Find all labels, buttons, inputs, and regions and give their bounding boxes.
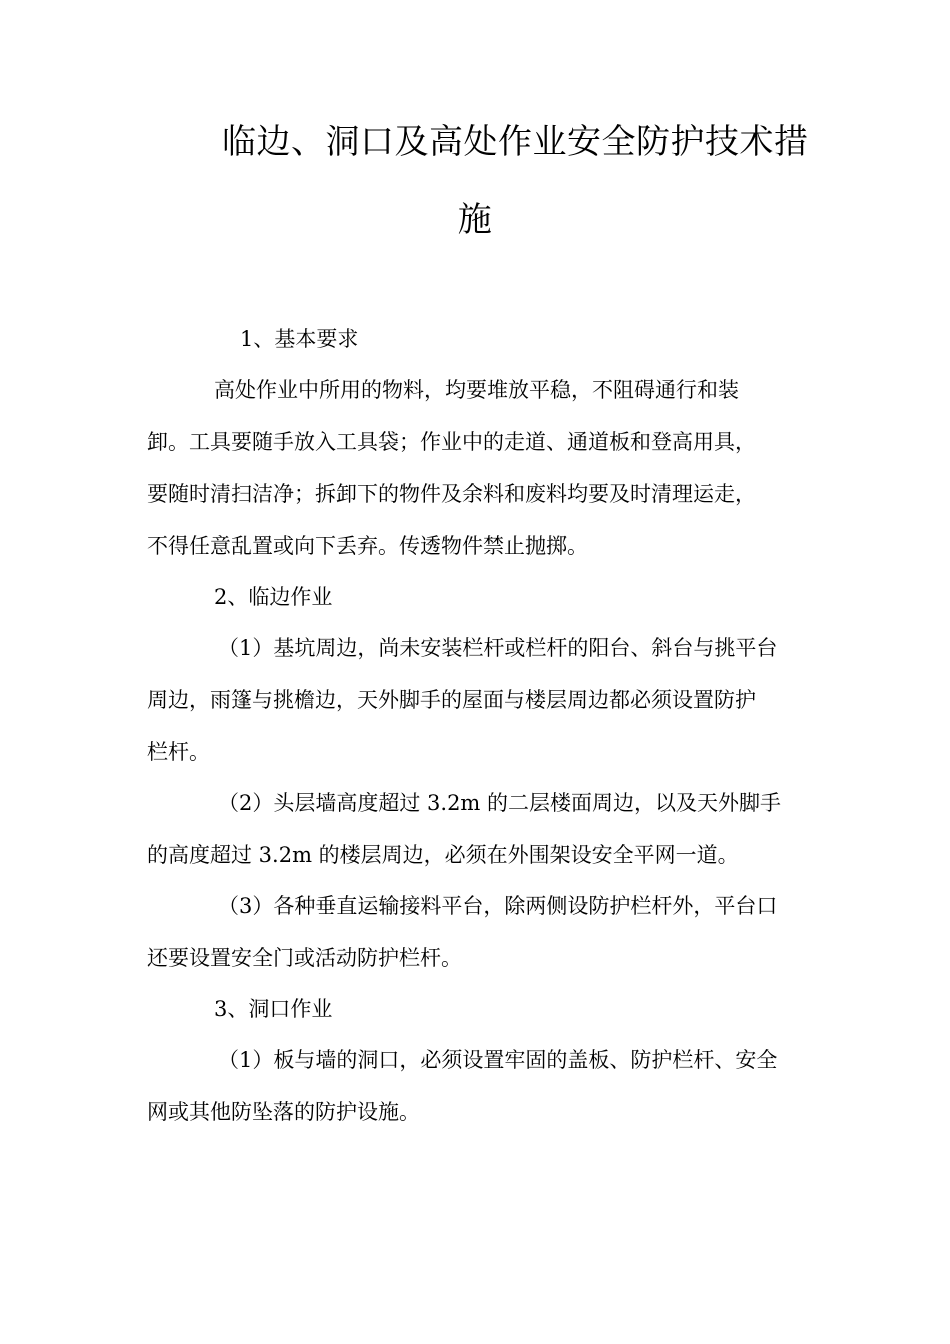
section-2-item-1-line-1: （1）基坑周边，尚未安装栏杆或栏杆的阳台、斜台与挑平台 <box>218 636 778 660</box>
section-2-heading: 2、临边作业 <box>214 585 333 609</box>
document-title-line-1: 临边、洞口及高处作业安全防护技术措 <box>222 122 809 162</box>
section-3-item-1-line-1: （1）板与墙的洞口，必须设置牢固的盖板、防护栏杆、安全 <box>218 1048 778 1072</box>
section-1-line-3: 要随时清扫洁净；拆卸下的物件及余料和废料均要及时清理运走， <box>147 482 756 506</box>
section-2-item-2-line-1: （2）头层墙高度超过 3.2m 的二层楼面周边，以及天外脚手 <box>218 791 782 815</box>
section-1-heading: 1、基本要求 <box>240 327 359 351</box>
section-1-line-2: 卸。工具要随手放入工具袋；作业中的走道、通道板和登高用具， <box>147 430 756 454</box>
section-2-item-1-line-2: 周边，雨篷与挑檐边，天外脚手的屋面与楼层周边都必须设置防护 <box>147 688 756 712</box>
document-title-line-2: 施 <box>457 200 493 240</box>
section-1-line-1: 高处作业中所用的物料，均要堆放平稳，不阻碍通行和装 <box>214 378 739 402</box>
section-2-item-1-line-3: 栏杆。 <box>147 740 210 764</box>
section-2-item-3-line-2: 还要设置安全门或活动防护栏杆。 <box>147 946 462 970</box>
section-1-line-4: 不得任意乱置或向下丢弃。传透物件禁止抛掷。 <box>147 534 588 558</box>
section-3-heading: 3、洞口作业 <box>214 997 333 1021</box>
section-2-item-3-line-1: （3）各种垂直运输接料平台，除两侧设防护栏杆外，平台口 <box>218 894 778 918</box>
section-3-item-1-line-2: 网或其他防坠落的防护设施。 <box>147 1100 420 1124</box>
section-2-item-2-line-2: 的高度超过 3.2m 的楼层周边，必须在外围架设安全平网一道。 <box>147 843 739 867</box>
